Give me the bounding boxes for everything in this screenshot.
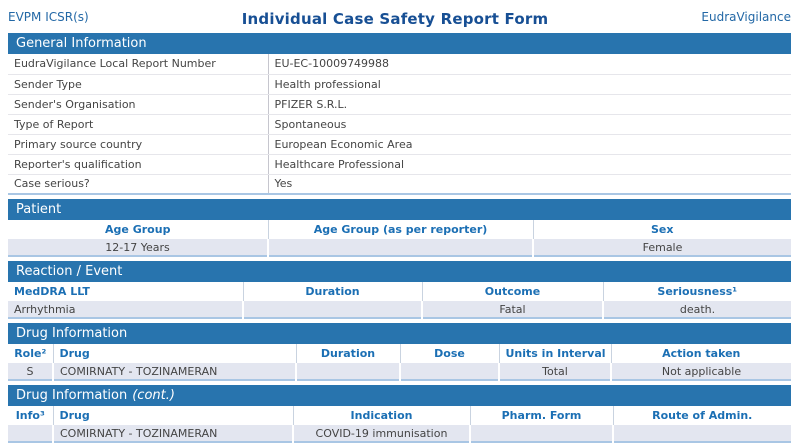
- column-header-duration: Duration: [243, 282, 422, 301]
- drug-information-cont-header: [8, 385, 791, 406]
- field-label: Reporter's qualification: [8, 154, 268, 174]
- table-row: [8, 134, 791, 154]
- drug-duration: [296, 363, 400, 380]
- table-header-row: [8, 282, 791, 301]
- table-row: [8, 74, 791, 94]
- column-header-indication: Indication: [293, 406, 470, 425]
- column-header-dose: Dose: [400, 344, 499, 363]
- column-header-units-in-interval: Units in Interval: [499, 344, 611, 363]
- column-header-seriousness: Seriousness¹: [603, 282, 791, 301]
- drug-information-table: [8, 344, 791, 381]
- eudravigilance-link[interactable]: EudraVigilance: [701, 10, 791, 24]
- evpm-icsr-link[interactable]: EVPM ICSR(s): [8, 10, 89, 24]
- page-title: Individual Case Safety Report Form: [241, 10, 549, 28]
- reaction-event-table: [8, 282, 791, 319]
- column-header-age-group: Age Group: [8, 220, 268, 239]
- field-label: Sender's Organisation: [8, 94, 268, 114]
- drug-information-cont-table: [8, 406, 791, 443]
- section-drug-information: [8, 323, 791, 381]
- drug-action-taken: Not applicable: [611, 363, 791, 380]
- table-row: [8, 425, 791, 442]
- drug-pharm-form: [470, 425, 613, 442]
- column-header-age-group-reporter: Age Group (as per reporter): [268, 220, 533, 239]
- general-information-header: General Information: [8, 33, 791, 54]
- column-header-info: Info³: [8, 406, 53, 425]
- table-row: [8, 363, 791, 380]
- patient-age-group-reporter: [268, 239, 533, 256]
- column-header-pharm-form: Pharm. Form: [470, 406, 613, 425]
- section-reaction-event: [8, 261, 791, 319]
- table-header-row: [8, 344, 791, 363]
- drug-information-header: Drug Information: [8, 323, 791, 344]
- field-value: EU-EC-10009749988: [268, 54, 791, 74]
- column-header-outcome: Outcome: [422, 282, 603, 301]
- section-drug-information-cont: [8, 385, 791, 443]
- table-row: [8, 114, 791, 134]
- drug-name: COMIRNATY - TOZINAMERAN: [53, 425, 293, 442]
- patient-age-group: 12-17 Years: [8, 239, 268, 256]
- field-label: Primary source country: [8, 134, 268, 154]
- table-row: [8, 94, 791, 114]
- field-value: European Economic Area: [268, 134, 791, 154]
- field-value: Healthcare Professional: [268, 154, 791, 174]
- field-label: Type of Report: [8, 114, 268, 134]
- column-header-role: Role²: [8, 344, 53, 363]
- general-information-table: [8, 54, 791, 195]
- table-row: [8, 301, 791, 318]
- drug-units-in-interval: Total: [499, 363, 611, 380]
- field-label: EudraVigilance Local Report Number: [8, 54, 268, 74]
- column-header-drug: Drug: [53, 344, 296, 363]
- drug-dose: [400, 363, 499, 380]
- reaction-meddra-llt: Arrhythmia: [8, 301, 243, 318]
- column-header-sex: Sex: [533, 220, 791, 239]
- table-row: [8, 54, 791, 74]
- column-header-route-of-admin: Route of Admin.: [613, 406, 791, 425]
- patient-header: Patient: [8, 199, 791, 220]
- table-row: [8, 154, 791, 174]
- column-header-duration: Duration: [296, 344, 400, 363]
- drug-info-flag: [8, 425, 53, 442]
- reaction-seriousness: death.: [603, 301, 791, 318]
- reaction-event-header: Reaction / Event: [8, 261, 791, 282]
- field-value: Yes: [268, 174, 791, 194]
- reaction-duration: [243, 301, 422, 318]
- field-value: Health professional: [268, 74, 791, 94]
- reaction-outcome: Fatal: [422, 301, 603, 318]
- column-header-action-taken: Action taken: [611, 344, 791, 363]
- patient-sex: Female: [533, 239, 791, 256]
- drug-information-cont-title: Drug Information: [16, 388, 128, 403]
- drug-route-of-admin: [613, 425, 791, 442]
- drug-role: S: [8, 363, 53, 380]
- table-header-row: [8, 406, 791, 425]
- table-row: [8, 174, 791, 194]
- drug-indication: COVID-19 immunisation: [293, 425, 470, 442]
- field-value: PFIZER S.R.L.: [268, 94, 791, 114]
- column-header-meddra-llt: MedDRA LLT: [8, 282, 243, 301]
- page-header: [8, 8, 791, 33]
- drug-name: COMIRNATY - TOZINAMERAN: [53, 363, 296, 380]
- field-value: Spontaneous: [268, 114, 791, 134]
- table-row: [8, 239, 791, 256]
- field-label: Sender Type: [8, 74, 268, 94]
- section-patient: [8, 199, 791, 257]
- field-label: Case serious?: [8, 174, 268, 194]
- table-header-row: [8, 220, 791, 239]
- drug-information-cont-suffix: (cont.): [132, 388, 175, 403]
- section-general-information: [8, 33, 791, 195]
- patient-table: [8, 220, 791, 257]
- column-header-drug: Drug: [53, 406, 293, 425]
